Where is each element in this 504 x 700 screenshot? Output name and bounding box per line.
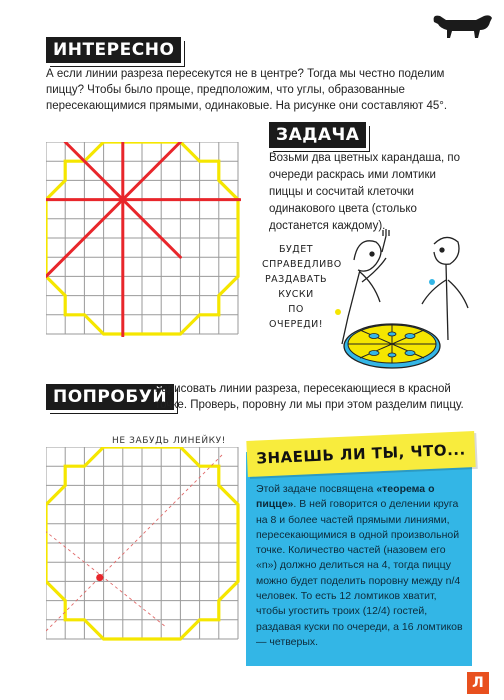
speech-line: СПРАВЕДЛИВО	[262, 259, 342, 270]
did-you-know-title: ЗНАЕШЬ ЛИ ТЫ, ЧТО...	[256, 440, 466, 468]
try-header: ПОПРОБУЙ	[46, 384, 174, 410]
try-paragraph: нарисовать линии разреза, пересекающиеся в красной точке. Проверь, поровну ли мы при этом разделим пиццу.	[155, 383, 464, 411]
intro-paragraph: А если линии разреза пересекутся не в центре? Тогда мы честно поделим пиццу? Чтобы было проще, предположим, что углы, образованные пересекающимися прямыми, одинаковые. На рисунке они составляют 45°.	[46, 68, 448, 112]
pizza-theorem-term: «теорема о пицце»	[256, 483, 435, 511]
did-you-know-text-end: . В ней говорится о делении круга на 8 и более частей прямыми линиями, пересекающимися в одной произвольной точке. Количество частей (назовем его «n») должно делиться на 4, тогда пиццу можно будет поделить поровну между n/4 человек. То есть 12 ломтиков хватит, чтобы угостить троих (12/4) гостей, раздавая куски по очереди, а 16 ломтиков — четверых.	[256, 498, 463, 648]
speech-line: КУСКИ	[278, 289, 314, 300]
speech-line: ПО ОЧЕРЕДИ!	[268, 304, 324, 330]
characters-with-pizza-illustration	[330, 222, 480, 372]
speech-line: РАЗДАВАТЬ	[264, 274, 328, 285]
publisher-badge: Л	[467, 672, 489, 694]
speech-text	[262, 242, 342, 332]
did-you-know-paragraph	[256, 482, 466, 650]
did-you-know-text-start: Этой задаче посвящена	[256, 483, 377, 495]
task-paragraph: Возьми два цветных карандаша, по очереди раскрась ими ломтики пиццы и сосчитай клеточки одинакового цвета (столько достанется каждому).	[269, 152, 460, 232]
red-point	[96, 574, 103, 581]
task-header: ЗАДАЧА	[269, 122, 366, 148]
pizza-grid-example	[46, 142, 241, 337]
pizza-grid-exercise	[46, 447, 241, 642]
ruler-reminder: НЕ ЗАБУДЬ ЛИНЕЙКУ!	[112, 436, 226, 446]
interesting-header: ИНТЕРЕСНО	[46, 37, 181, 63]
dog-icon	[430, 8, 496, 40]
speech-line: БУДЕТ	[278, 244, 314, 255]
